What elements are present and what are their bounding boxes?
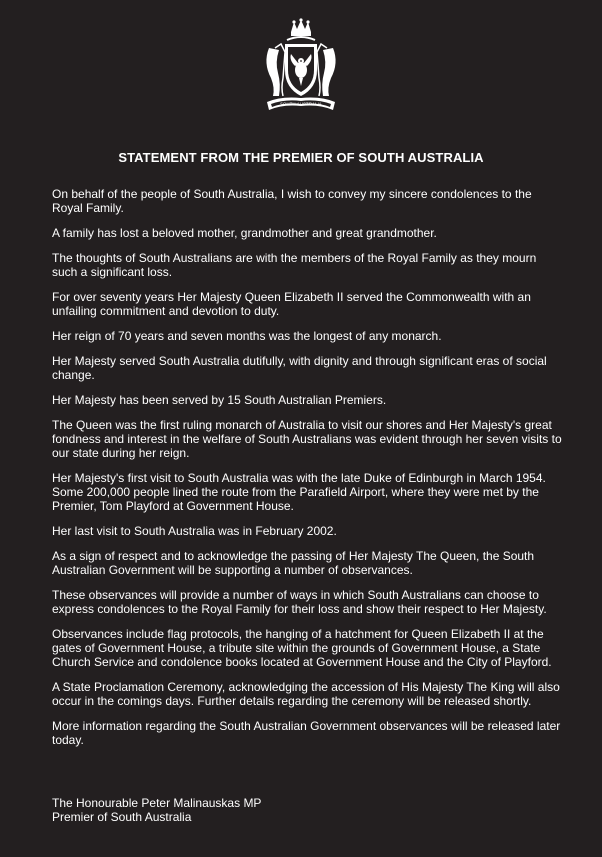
- paragraph: Observances include flag protocols, the hanging of a hatchment for Queen Elizabeth II at the gates of Government House, a tribute site within the grounds of Government House, a State Church Service and condolence books located at Government House and the City of Playford.: [52, 627, 552, 669]
- paragraph: Her Majesty has been served by 15 South Australian Premiers.: [52, 393, 387, 407]
- paragraph: As a sign of respect and to acknowledge the passing of Her Majesty The Queen, the South Australian Government will be supporting a number of observances.: [52, 549, 535, 577]
- signatory-name: The Honourable Peter Malinauskas MP: [52, 796, 262, 810]
- south-australia-coat-of-arms-icon: [261, 18, 341, 118]
- paragraph: A family has lost a beloved mother, grandmother and great grandmother.: [52, 226, 437, 240]
- paragraph: The Queen was the first ruling monarch of Australia to visit our shores and Her Majesty's great fondness and interest in the welfare of South Australians was evident through her seven visits to our state during her reign.: [52, 418, 562, 460]
- paragraph: Her Majesty served South Australia dutifully, with dignity and through significant eras of social change.: [52, 354, 547, 382]
- paragraph: These observances will provide a number of ways in which South Australians can choose to express condolences to the Royal Family for their loss and show their respect to Her Majesty.: [52, 588, 547, 616]
- paragraph: Her reign of 70 years and seven months was the longest of any monarch.: [52, 329, 442, 343]
- paragraph: A State Proclamation Ceremony, acknowledging the accession of His Majesty The King will also occur in the comings days. Further details regarding the ceremony will be released shortly.: [52, 680, 560, 708]
- paragraph: Her last visit to South Australia was in February 2002.: [52, 524, 337, 538]
- signature-block: [52, 796, 261, 824]
- paragraph: The thoughts of South Australians are with the members of the Royal Family as they mourn such a significant loss.: [52, 251, 537, 279]
- paragraph: On behalf of the people of South Australia, I wish to convey my sincere condolences to the Royal Family.: [52, 187, 532, 215]
- signatory-role: Premier of South Australia: [52, 810, 192, 824]
- statement-body: [52, 187, 562, 758]
- paragraph: Her Majesty's first visit to South Australia was with the late Duke of Edinburgh in March 1954. Some 200,000 people lined the route from the Parafield Airport, where they were met by the Premier, Tom Playford at Government House.: [52, 471, 546, 513]
- statement-title: STATEMENT FROM THE PREMIER OF SOUTH AUSTRALIA: [118, 150, 484, 165]
- svg-text:SOUTH AUSTRALIA: SOUTH AUSTRALIA: [280, 101, 322, 107]
- paragraph: More information regarding the South Australian Government observances will be released later today.: [52, 719, 561, 747]
- paragraph: For over seventy years Her Majesty Queen Elizabeth II served the Commonwealth with an unfailing commitment and devotion to duty.: [52, 290, 531, 318]
